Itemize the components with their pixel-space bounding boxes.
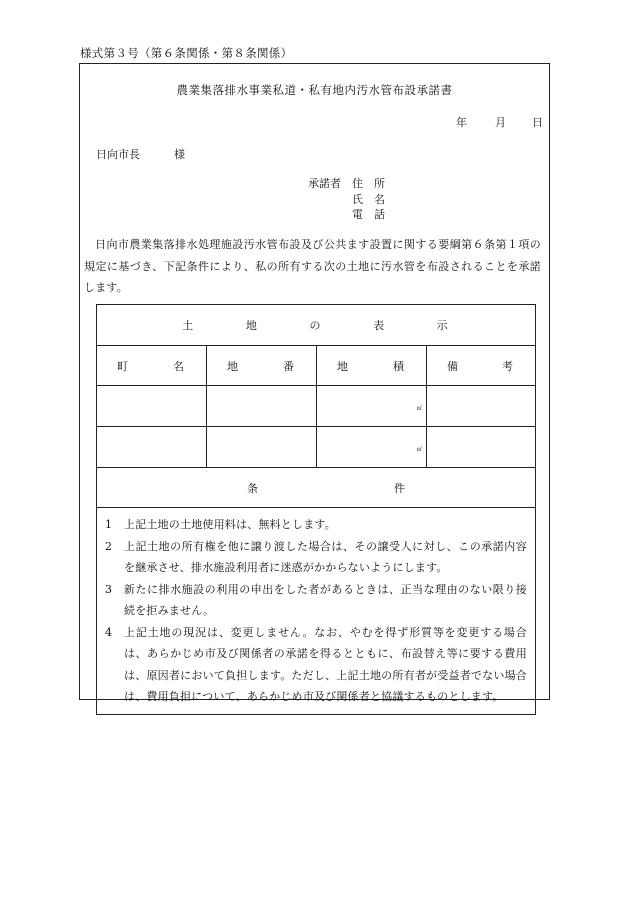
area-unit: ㎡ [416, 447, 422, 453]
acceptor-block [308, 176, 385, 223]
lot-cell[interactable] [207, 427, 317, 468]
town-cell[interactable] [97, 427, 207, 468]
land-table-header: 土 地 の 表 示 [97, 305, 536, 346]
phone-label: 電 話 [352, 208, 385, 221]
area-cell[interactable] [317, 427, 427, 468]
date-year: 年 [456, 116, 467, 129]
note-cell[interactable] [427, 427, 536, 468]
town-cell[interactable] [97, 386, 207, 427]
list-item [105, 536, 527, 579]
area-unit: ㎡ [416, 406, 422, 412]
land-table [96, 304, 536, 715]
column-header-lot: 地 番 [207, 346, 317, 386]
addressee [96, 146, 185, 162]
condition-number: 3 [105, 582, 113, 596]
acceptor-label: 承諾者 [308, 177, 341, 190]
date-day: 日 [532, 116, 543, 129]
lot-cell[interactable] [207, 386, 317, 427]
conditions-list [97, 508, 536, 715]
condition-text: 上記土地の所有権を他に譲り渡した場合は、その譲受人に対し、この承諾内容を継承させ、排水施設利用者に迷惑がかからないようにします。 [124, 539, 527, 574]
area-cell[interactable] [317, 386, 427, 427]
date-month: 月 [495, 116, 506, 129]
list-item [105, 579, 527, 622]
condition-text: 上記土地の土地使用料は、無料とします。 [124, 518, 336, 531]
condition-number: 4 [105, 625, 113, 639]
column-header-town: 町 名 [97, 346, 207, 386]
consent-statement: 日向市農業集落排水処理施設汚水管布設及び公共ます設置に関する要綱第６条第１項の規定に基づき、下記条件により、私の所有する次の土地に汚水管を布設されることを承諾します。 [84, 238, 541, 294]
form-number: 様式第３号（第６条関係・第８条関係） [80, 46, 293, 60]
document-title: 農業集落排水事業私道・私有地内汚水管布設承諾書 [176, 83, 453, 97]
document-frame [79, 63, 550, 703]
list-item [105, 622, 527, 708]
addressee-name: 日向市長 [96, 148, 140, 161]
condition-text: 上記土地の現況は、変更しません。なお、やむを得ず形質等を変更する場合は、あらかじめ市及び関係者の承諾を得るとともに、布設替え等に要する費用は、原因者において負担します。ただし、上記土地の所有者が受益者でない場合は、費用負担について、あらかじめ市及び関係者と協議するものとします。 [124, 625, 527, 703]
column-header-area: 地 積 [317, 346, 427, 386]
table-row [97, 427, 536, 468]
table-row [97, 386, 536, 427]
date-line [456, 114, 543, 130]
list-item [105, 514, 527, 536]
addressee-honorific: 様 [174, 148, 185, 161]
address-label: 住 所 [352, 177, 385, 190]
condition-number: 2 [105, 539, 113, 553]
condition-number: 1 [105, 518, 113, 531]
name-label: 氏 名 [352, 192, 385, 206]
note-cell[interactable] [427, 386, 536, 427]
column-header-note: 備 考 [427, 346, 536, 386]
conditions-header: 条 件 [97, 468, 536, 508]
condition-text: 新たに排水施設の利用の申出をした者があるときは、正当な理由のない限り接続を拒みません。 [124, 582, 527, 617]
